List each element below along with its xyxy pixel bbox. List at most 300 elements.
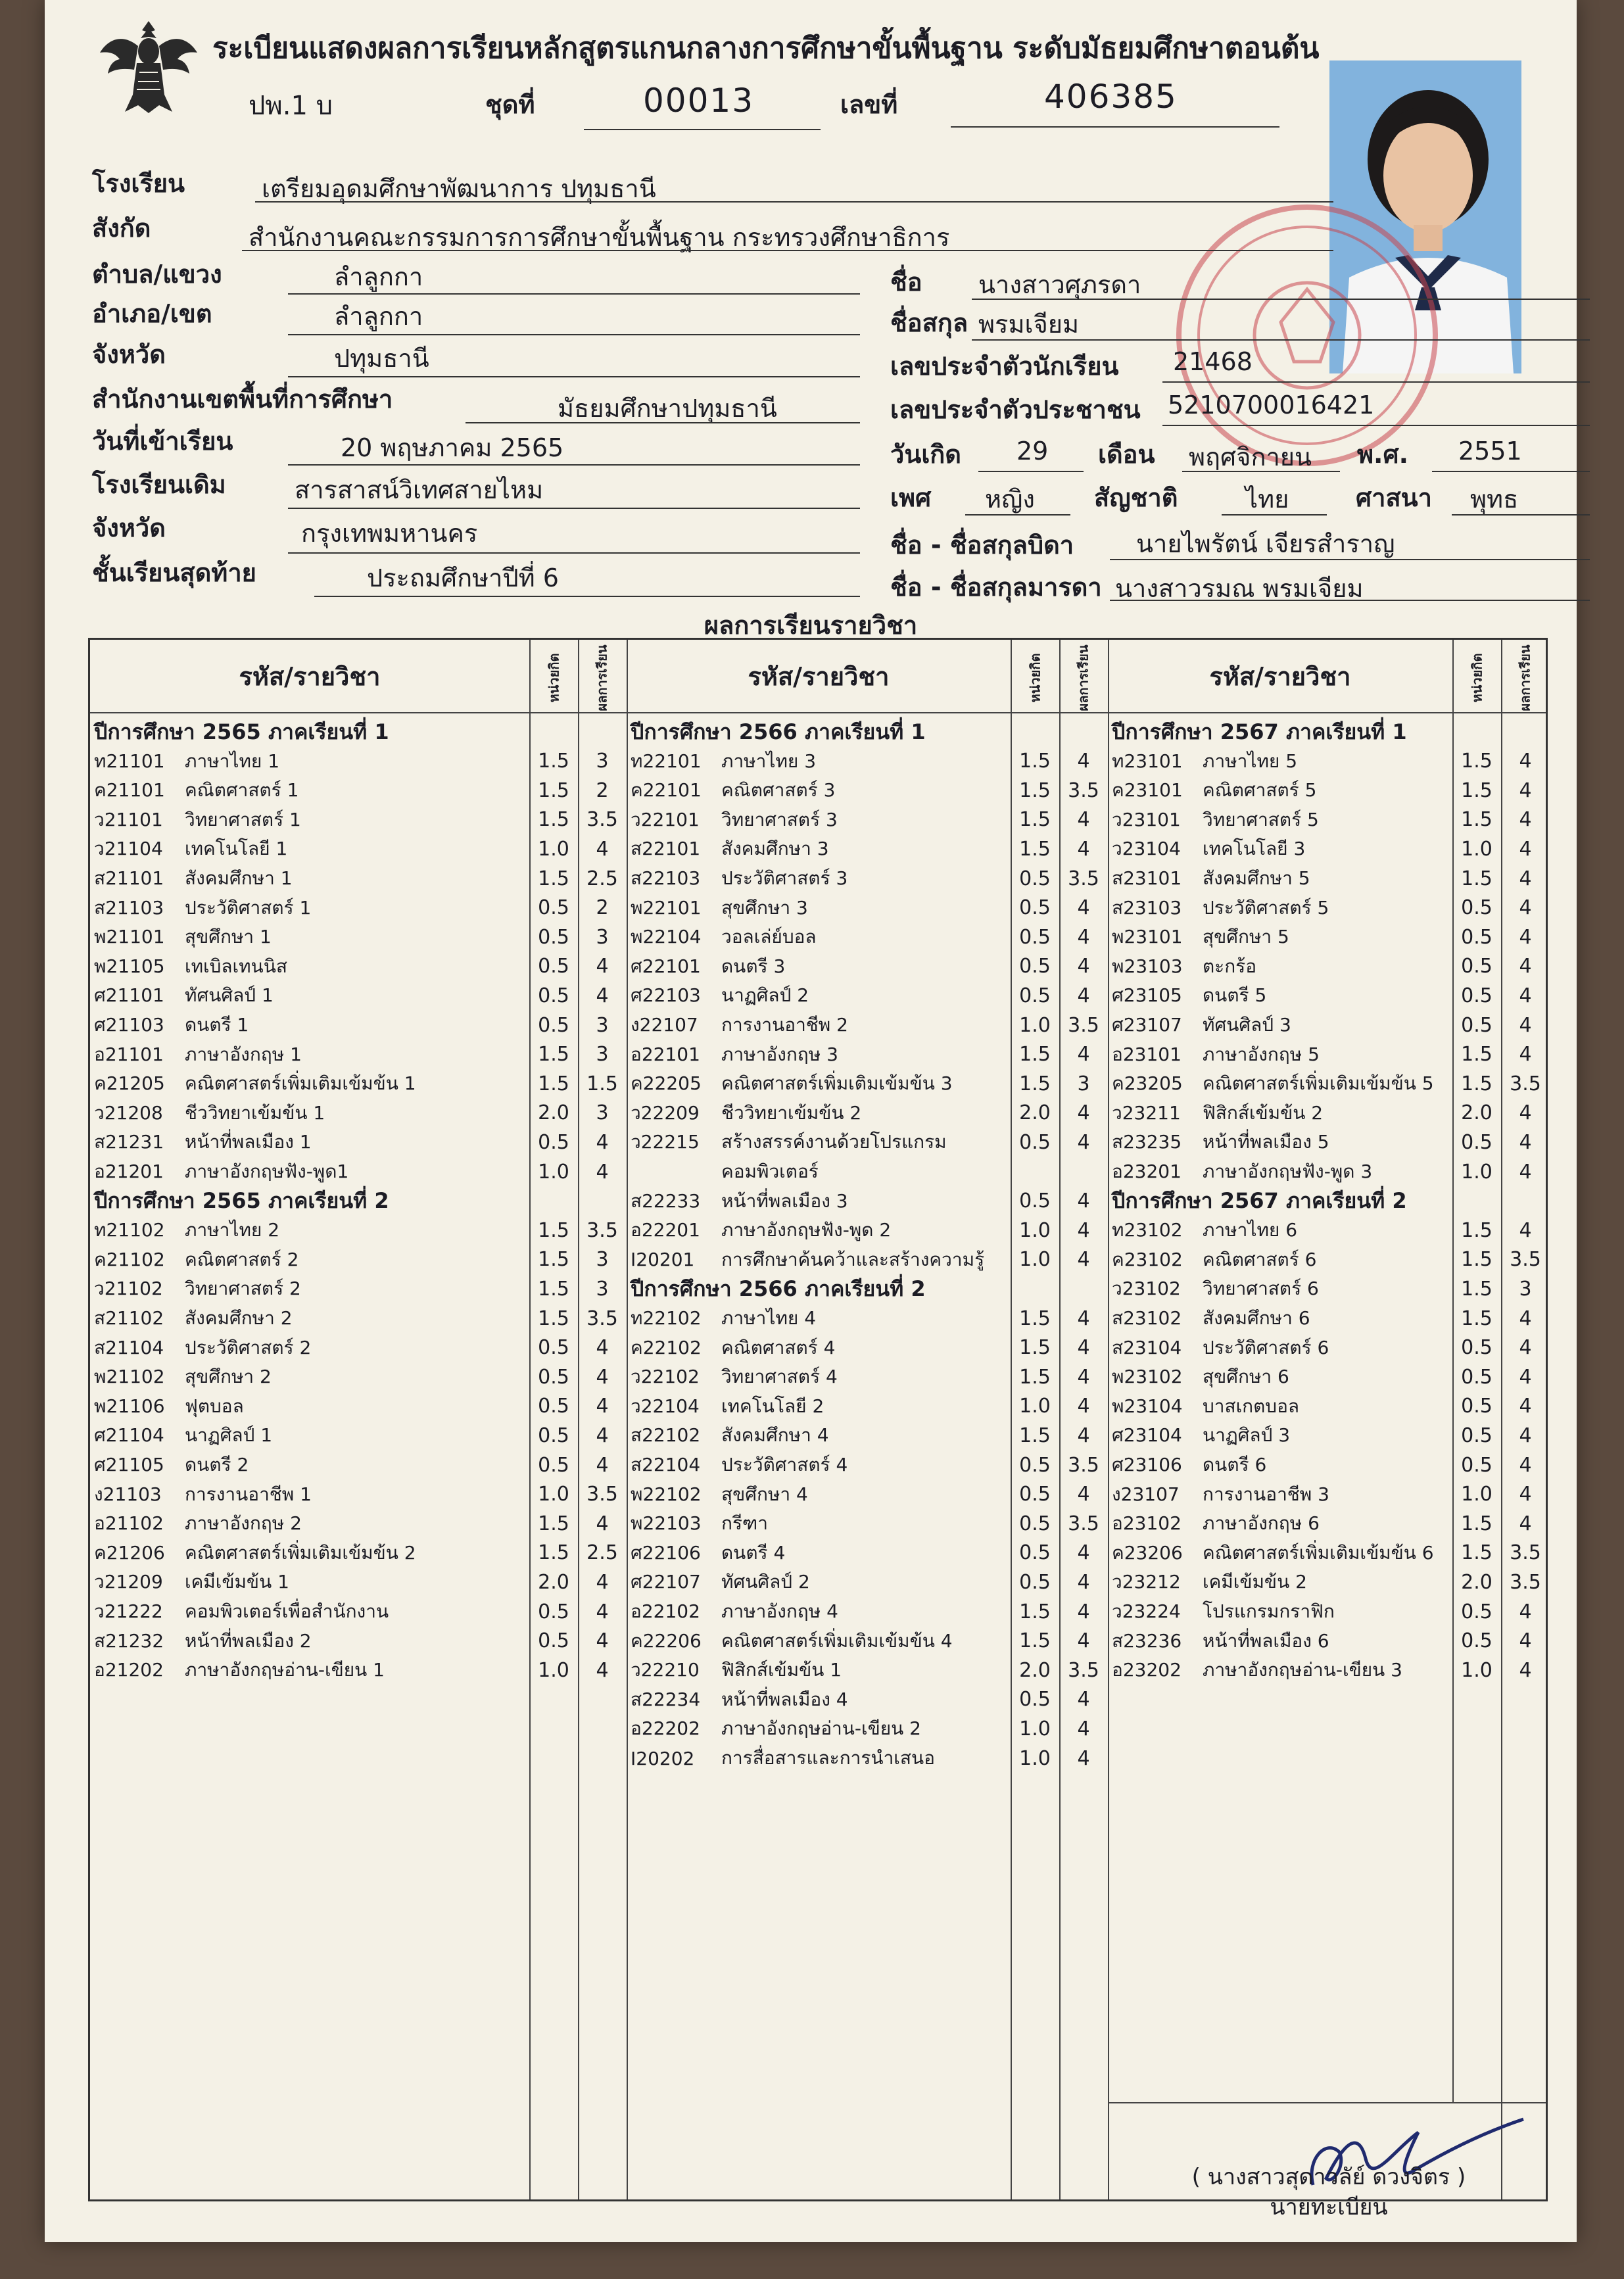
- subject-row: [94, 776, 299, 805]
- subject-name: ประวัติศาสตร์ 1: [185, 896, 312, 919]
- grade-cell: 4: [1077, 1189, 1090, 1213]
- subject-code: อ22202: [631, 1717, 700, 1740]
- mother-name: นางสาวรมณ พรมเจียม: [1115, 574, 1364, 603]
- subject-row: [94, 1597, 389, 1626]
- father-label: ชื่อ - ชื่อสกุลบิดา: [890, 531, 1074, 560]
- subject-row: [94, 1245, 299, 1274]
- term-heading: ปีการศึกษา 2567 ภาคเรียนที่ 2: [1112, 1188, 1407, 1214]
- affiliation-value: สำนักงานคณะกรรมการการศึกษาขั้นพื้นฐาน กระทรวงศึกษาธิการ: [249, 223, 950, 252]
- subject-code: ศ23106: [1112, 1454, 1182, 1475]
- credit-cell: 1.5: [538, 779, 569, 802]
- grade-cell: 2: [596, 896, 609, 920]
- credit-cell: 0.5: [1019, 1541, 1051, 1565]
- subject-name: สุขศึกษา 2: [185, 1366, 272, 1388]
- credit-cell: 1.5: [1019, 1424, 1051, 1447]
- grade-cell: 3: [596, 1248, 609, 1272]
- grade-cell: 3: [596, 750, 609, 773]
- set-number: 00013: [643, 82, 755, 120]
- subject-row: [631, 1333, 835, 1362]
- credit-cell: 0.5: [1019, 984, 1051, 1007]
- subject-row: [94, 1099, 325, 1128]
- subject-code: ว22210: [631, 1659, 700, 1681]
- grade-cell: 2.5: [586, 1541, 618, 1565]
- credit-cell: 1.0: [538, 1658, 569, 1682]
- subject-code: ท22101: [631, 750, 702, 772]
- credit-cell: 1.0: [1019, 1248, 1051, 1272]
- subject-row: [631, 747, 816, 776]
- subject-row: [631, 1128, 947, 1157]
- subject-row: [1112, 1274, 1319, 1303]
- subject-name: ประวัติศาสตร์ 5: [1203, 896, 1329, 919]
- prev-school-label: โรงเรียนเดิม: [92, 470, 226, 499]
- credit-cell: 0.5: [538, 1629, 569, 1653]
- credit-cell: 1.5: [1461, 1248, 1493, 1272]
- term-heading: ปีการศึกษา 2566 ภาคเรียนที่ 1: [631, 719, 926, 744]
- subject-name: คณิตศาสตร์ 5: [1203, 779, 1317, 802]
- mother-label: ชื่อ - ชื่อสกุลมารดา: [890, 573, 1102, 602]
- subject-row: [94, 894, 311, 923]
- grade-cell: 4: [596, 1395, 609, 1418]
- grade-cell: 4: [1077, 925, 1090, 949]
- subject-name: ภาษาอังกฤษ 4: [721, 1600, 838, 1622]
- subject-name: บาสเกตบอล: [1203, 1395, 1300, 1417]
- subdistrict-label: ตำบล/แขวง: [92, 260, 222, 289]
- subject-code: ว23102: [1112, 1278, 1181, 1300]
- subject-code: พ22104: [631, 926, 702, 948]
- credit-cell: 1.0: [1019, 1218, 1051, 1242]
- citizen-id-label: เลขประจำตัวประชาชน: [890, 395, 1141, 424]
- subject-row: [1112, 952, 1256, 981]
- subject-row: [631, 1304, 816, 1333]
- col-grade-header-1: ผลการเรียน: [594, 644, 610, 711]
- credit-cell: 1.5: [1461, 1277, 1493, 1301]
- credit-cell: 0.5: [1461, 1395, 1493, 1418]
- credit-cell: 0.5: [538, 1424, 569, 1447]
- grade-cell: 3: [596, 925, 609, 949]
- subject-name: สังคมศึกษา 2: [185, 1307, 293, 1329]
- subject-name: ภาษาอังกฤษฟัง-พูด1: [185, 1161, 349, 1182]
- col-subject-header-3: รหัส/รายวิชา: [1209, 661, 1351, 691]
- grade-cell: 4: [596, 1570, 609, 1594]
- subject-row: [631, 1421, 829, 1450]
- subject-code: พ22103: [631, 1512, 702, 1535]
- subject-row: [1112, 1597, 1335, 1626]
- grade-cell: 4: [1519, 1424, 1532, 1447]
- subject-name: ภาษาไทย 5: [1203, 750, 1298, 772]
- subject-row: [94, 1627, 312, 1656]
- grade-cell: 4: [1077, 1570, 1090, 1594]
- subject-name: ประวัติศาสตร์ 3: [721, 867, 848, 889]
- subject-name: ดนตรี 2: [185, 1454, 249, 1475]
- credit-cell: 1.5: [1019, 1072, 1051, 1095]
- subject-name: เทคโนโลยี 2: [721, 1395, 824, 1417]
- credit-cell: 0.5: [538, 925, 569, 949]
- document-number: 406385: [1044, 78, 1178, 116]
- grade-cell: 4: [1519, 1600, 1532, 1623]
- subject-name: ดนตรี 6: [1203, 1454, 1267, 1475]
- last-grade-label: ชั้นเรียนสุดท้าย: [92, 558, 256, 587]
- subject-code: ส21102: [94, 1307, 164, 1329]
- credit-cell: 0.5: [1461, 1600, 1493, 1623]
- subject-name: เคมีเข้มข้น 2: [1203, 1571, 1307, 1593]
- subject-name: คณิตศาสตร์เพิ่มเติมเข้มข้น 1: [185, 1072, 416, 1095]
- district-label: อำเภอ/เขต: [92, 299, 212, 328]
- grade-cell: 4: [1519, 750, 1532, 773]
- credit-cell: 1.5: [1461, 867, 1493, 890]
- father-name: นายไพรัตน์ เจียรสำราญ: [1136, 529, 1395, 558]
- grade-cell: 4: [1077, 1541, 1090, 1565]
- subject-name: คอมพิวเตอร์: [721, 1161, 819, 1182]
- subject-row: [94, 805, 301, 834]
- credit-cell: 1.5: [1461, 750, 1493, 773]
- subject-name: คณิตศาสตร์เพิ่มเติมเข้มข้น 3: [721, 1072, 953, 1095]
- credit-cell: 1.0: [1019, 1395, 1051, 1418]
- province-value: ปทุมธานี: [334, 344, 429, 373]
- credit-cell: 1.5: [1461, 1043, 1493, 1067]
- results-title: ผลการเรียนรายวิชา: [704, 611, 918, 640]
- subject-code: ง21103: [94, 1483, 162, 1505]
- number-label: เลขที่: [840, 90, 898, 119]
- grade-cell: 3: [1519, 1277, 1532, 1301]
- subject-row: [631, 1627, 953, 1656]
- credit-cell: 1.5: [538, 1541, 569, 1565]
- subject-code: ส23236: [1112, 1629, 1182, 1652]
- subject-row: [631, 1539, 785, 1568]
- subject-row: [631, 1157, 819, 1186]
- last-grade-value: ประถมศึกษาปีที่ 6: [367, 564, 559, 592]
- subject-row: [631, 1011, 848, 1040]
- subject-name: คอมพิวเตอร์เพื่อสำนักงาน: [185, 1600, 389, 1622]
- entry-date-label: วันที่เข้าเรียน: [92, 427, 233, 456]
- credit-cell: 0.5: [1461, 1365, 1493, 1389]
- grade-cell: 3: [596, 1013, 609, 1037]
- subject-code: ศ22103: [631, 984, 701, 1007]
- grade-cell: 3: [1077, 1072, 1090, 1095]
- subject-name: สังคมศึกษา 6: [1203, 1307, 1310, 1329]
- grade-cell: 4: [1077, 1043, 1090, 1067]
- grade-cell: 4: [1519, 1453, 1532, 1477]
- subject-code: ศ21104: [94, 1424, 164, 1447]
- credit-cell: 1.5: [1019, 750, 1051, 773]
- subject-row: [631, 923, 817, 951]
- birth-month: พฤศจิกายน: [1189, 443, 1312, 471]
- credit-cell: 0.5: [1019, 896, 1051, 920]
- term-heading: ปีการศึกษา 2566 ภาคเรียนที่ 2: [631, 1276, 926, 1301]
- subject-code: อ21201: [94, 1161, 164, 1182]
- credit-cell: 1.5: [1019, 808, 1051, 832]
- grade-cell: 4: [596, 984, 609, 1007]
- subject-row: [94, 1274, 301, 1303]
- subject-name: ดนตรี 4: [721, 1541, 786, 1564]
- col-grade-header-2: ผลการเรียน: [1076, 644, 1091, 711]
- grade-cell: 4: [1077, 1130, 1090, 1154]
- subject-code: ค21206: [94, 1541, 165, 1564]
- religion-label: ศาสนา: [1356, 483, 1432, 512]
- subject-row: [631, 1451, 848, 1479]
- credit-cell: 1.5: [1019, 1629, 1051, 1653]
- credit-cell: 1.5: [538, 1248, 569, 1272]
- subject-row: [631, 1069, 953, 1098]
- subject-code: อ21101: [94, 1043, 164, 1065]
- subject-row: [1112, 1362, 1289, 1391]
- subject-row: [94, 1011, 249, 1040]
- subject-row: [1112, 1245, 1316, 1274]
- grade-cell: 3.5: [586, 1218, 618, 1242]
- subject-row: [94, 1656, 385, 1685]
- sex-value: หญิง: [985, 485, 1035, 514]
- subject-name: สังคมศึกษา 4: [721, 1424, 829, 1447]
- birth-year: 2551: [1458, 437, 1522, 466]
- credit-cell: 0.5: [538, 1600, 569, 1623]
- subject-row: [1112, 981, 1266, 1010]
- grade-cell: 4: [1519, 955, 1532, 978]
- subject-code: พ22102: [631, 1483, 702, 1505]
- subject-name: สุขศึกษา 4: [721, 1483, 808, 1505]
- subject-row: [631, 1744, 935, 1773]
- subject-code: ศ21105: [94, 1454, 164, 1475]
- subject-code: ส22233: [631, 1189, 701, 1212]
- subject-code: อ22101: [631, 1043, 700, 1065]
- subject-row: [94, 1421, 272, 1450]
- subject-code: ศ23104: [1112, 1424, 1182, 1447]
- subject-row: [1112, 1040, 1320, 1069]
- subject-code: ง23107: [1112, 1483, 1180, 1505]
- subject-name: กรีฑา: [721, 1512, 768, 1535]
- credit-cell: 1.5: [1019, 1336, 1051, 1360]
- credit-cell: 2.0: [1461, 1570, 1493, 1594]
- credit-cell: 1.0: [1461, 837, 1493, 861]
- grade-cell: 2.5: [586, 867, 618, 890]
- credit-cell: 0.5: [538, 984, 569, 1007]
- subject-code: ส22101: [631, 838, 701, 860]
- subject-name: ภาษาอังกฤษ 2: [185, 1512, 302, 1535]
- subject-row: [631, 1099, 861, 1128]
- subject-name: ฟิสิกส์เข้มข้น 1: [721, 1659, 842, 1681]
- subject-code: ว21102: [94, 1278, 163, 1300]
- credit-cell: 0.5: [1461, 1130, 1493, 1154]
- subject-row: [631, 805, 838, 834]
- subject-row: [1112, 1069, 1434, 1098]
- credit-cell: 1.5: [1019, 1043, 1051, 1067]
- credit-cell: 0.5: [1019, 955, 1051, 978]
- credit-cell: 0.5: [1461, 1336, 1493, 1360]
- subject-code: ส21104: [94, 1336, 164, 1358]
- subject-row: [631, 952, 785, 981]
- credit-cell: 1.5: [538, 1512, 569, 1535]
- grade-cell: 4: [1077, 1307, 1090, 1330]
- credit-cell: 0.5: [538, 1013, 569, 1037]
- subject-row: [631, 1509, 768, 1538]
- subject-name: นาฏศิลป์ 3: [1203, 1424, 1291, 1447]
- grade-cell: 4: [596, 1160, 609, 1184]
- credit-cell: 1.5: [1461, 1072, 1493, 1095]
- grade-cell: 4: [596, 1629, 609, 1653]
- subject-code: ส23235: [1112, 1131, 1182, 1153]
- subject-code: ว22102: [631, 1366, 700, 1388]
- subject-code: ว22104: [631, 1395, 700, 1417]
- credit-cell: 0.5: [1019, 1512, 1051, 1535]
- credit-cell: 1.5: [1019, 1307, 1051, 1330]
- transcript-document: [45, 0, 1577, 2242]
- grade-cell: 4: [1077, 1746, 1090, 1770]
- subject-row: [94, 747, 279, 776]
- subject-code: ค22101: [631, 779, 702, 802]
- grade-cell: 4: [1077, 896, 1090, 920]
- grade-cell: 3.5: [1510, 1072, 1541, 1095]
- subject-code: ท21102: [94, 1219, 165, 1241]
- subject-code: พ21102: [94, 1366, 165, 1388]
- subject-code: ส21231: [94, 1131, 164, 1153]
- credit-cell: 1.0: [1461, 1160, 1493, 1184]
- subject-row: [94, 1509, 302, 1538]
- subject-name: วิทยาศาสตร์ 3: [721, 808, 838, 830]
- subject-code: ว22101: [631, 808, 700, 830]
- credit-cell: 1.5: [1019, 837, 1051, 861]
- subject-code: ศ23105: [1112, 984, 1182, 1007]
- grade-cell: 3: [596, 1101, 609, 1125]
- grade-cell: 4: [1519, 1629, 1532, 1653]
- subject-name: สังคมศึกษา 5: [1203, 867, 1310, 889]
- subject-name: วิทยาศาสตร์ 5: [1203, 808, 1319, 830]
- edu-area-value: มัธยมศึกษาปทุมธานี: [558, 394, 777, 423]
- subject-name: ดนตรี 5: [1203, 984, 1267, 1007]
- credit-cell: 1.0: [538, 1160, 569, 1184]
- subject-row: [94, 1157, 348, 1186]
- credit-cell: [1011, 1157, 1059, 1186]
- col-grade-header-3: ผลการเรียน: [1517, 644, 1533, 711]
- subject-code: ค21102: [94, 1248, 165, 1270]
- garuda-emblem-icon: [96, 13, 201, 118]
- subject-code: อ21202: [94, 1659, 164, 1681]
- grade-cell: 4: [596, 1512, 609, 1535]
- subject-name: สุขศึกษา 6: [1203, 1366, 1289, 1388]
- subject-code: ค23101: [1112, 779, 1183, 802]
- student-name: นางสาวศุภรดา: [978, 270, 1141, 299]
- credit-cell: 0.5: [538, 1365, 569, 1389]
- subject-row: [631, 1392, 824, 1421]
- credit-cell: 2.0: [1019, 1101, 1051, 1125]
- subject-code: ค23206: [1112, 1541, 1183, 1564]
- subject-code: ค22102: [631, 1336, 702, 1358]
- subject-row: [94, 952, 287, 981]
- subject-name: สร้างสรรค์งานด้วยโปรแกรม: [721, 1131, 947, 1153]
- student-id: 21468: [1173, 347, 1253, 376]
- subject-name: ฟุตบอล: [185, 1395, 244, 1417]
- grade-cell: 4: [1519, 984, 1532, 1007]
- grade-cell: 4: [596, 1336, 609, 1360]
- subject-name: ภาษาอังกฤษ 6: [1203, 1512, 1320, 1535]
- subject-code: ส23101: [1112, 867, 1182, 889]
- subject-row: [94, 1040, 302, 1069]
- grade-cell: 4: [1077, 1483, 1090, 1506]
- school-value: เตรียมอุดมศึกษาพัฒนาการ ปทุมธานี: [262, 174, 656, 203]
- subject-name: การงานอาชีพ 3: [1203, 1483, 1329, 1505]
- entry-date-value: 20 พฤษภาคม 2565: [341, 433, 564, 462]
- subject-code: อ23201: [1112, 1161, 1182, 1182]
- subject-name: หน้าที่พลเมือง 5: [1203, 1131, 1329, 1153]
- subject-code: ค21205: [94, 1072, 165, 1095]
- subject-code: ว22215: [631, 1131, 700, 1153]
- credit-cell: 1.5: [1461, 1218, 1493, 1242]
- grade-cell: 4: [596, 1424, 609, 1447]
- subject-row: [1112, 1539, 1434, 1568]
- registrar-name: ( นางสาวสุดาวลัย์ ดวงจิตร ): [1191, 2164, 1466, 2190]
- credit-cell: 2.0: [538, 1101, 569, 1125]
- subject-row: [1112, 864, 1310, 893]
- credit-cell: 0.5: [1019, 867, 1051, 890]
- credit-cell: 0.5: [1019, 1483, 1051, 1506]
- subject-code: ว23211: [1112, 1101, 1181, 1124]
- subject-name: เคมีเข้มข้น 1: [185, 1571, 289, 1593]
- subject-row: [1112, 894, 1329, 923]
- subject-row: [1112, 1421, 1290, 1450]
- school-label: โรงเรียน: [92, 169, 185, 198]
- affiliation-label: สังกัด: [92, 214, 151, 243]
- subject-name: ฟิสิกส์เข้มข้น 2: [1203, 1101, 1324, 1124]
- subject-code: ส21103: [94, 896, 164, 919]
- grade-cell: 4: [1519, 1013, 1532, 1037]
- subject-code: ส22104: [631, 1454, 701, 1475]
- grade-cell: 3.5: [586, 1307, 618, 1330]
- subject-code: ค23102: [1112, 1248, 1183, 1270]
- subject-code: ท21101: [94, 750, 165, 772]
- credit-cell: 0.5: [1019, 1189, 1051, 1213]
- credit-cell: 1.0: [1461, 1483, 1493, 1506]
- subject-row: [631, 1040, 838, 1069]
- subject-code: ค23205: [1112, 1072, 1183, 1095]
- subject-name: คณิตศาสตร์เพิ่มเติมเข้มข้น 6: [1203, 1541, 1434, 1564]
- subject-code: ว23224: [1112, 1600, 1181, 1622]
- subject-code: อ23101: [1112, 1043, 1182, 1065]
- month-label: เดือน: [1098, 440, 1155, 469]
- col-credit-header-3: หน่วยกิต: [1469, 653, 1485, 703]
- grade-cell: 4: [1077, 1600, 1090, 1623]
- subject-row: [1112, 1480, 1329, 1509]
- subject-name: นาฏศิลป์ 2: [721, 984, 809, 1007]
- subject-row: [1112, 1099, 1323, 1128]
- credit-cell: 1.5: [538, 1277, 569, 1301]
- grade-cell: 3.5: [586, 1483, 618, 1506]
- grade-cell: 4: [1519, 867, 1532, 890]
- grade-cell: 4: [1519, 925, 1532, 949]
- subject-row: [631, 1187, 848, 1216]
- grade-cell: 3.5: [1068, 1658, 1099, 1682]
- subject-row: [94, 981, 274, 1010]
- subject-code: ว23104: [1112, 838, 1181, 860]
- subject-name: ภาษาอังกฤษฟัง-พูด 2: [721, 1219, 892, 1241]
- subject-name: ภาษาอังกฤษ 1: [185, 1043, 302, 1065]
- subject-code: ส22102: [631, 1424, 701, 1447]
- credit-cell: 1.0: [538, 837, 569, 861]
- grade-cell: 4: [1519, 1336, 1532, 1360]
- grade-cell: 4: [1077, 1629, 1090, 1653]
- subject-name: เทคโนโลยี 3: [1203, 838, 1306, 860]
- student-surname: พรมเจียม: [978, 310, 1080, 339]
- subject-row: [94, 834, 287, 863]
- subject-name: ภาษาอังกฤษอ่าน-เขียน 1: [185, 1659, 385, 1681]
- credit-cell: 1.5: [538, 1218, 569, 1242]
- subject-name: ประวัติศาสตร์ 4: [721, 1454, 848, 1475]
- grade-cell: 4: [1519, 1043, 1532, 1067]
- subject-code: ท23101: [1112, 750, 1183, 772]
- credit-cell: 0.5: [538, 896, 569, 920]
- grade-cell: 4: [596, 1658, 609, 1682]
- subject-code: I20201: [631, 1249, 695, 1271]
- subject-name: นาฏศิลป์ 1: [185, 1424, 273, 1447]
- grade-cell: 3.5: [1510, 1541, 1541, 1565]
- student-id-label: เลขประจำตัวนักเรียน: [890, 352, 1119, 381]
- subject-row: [94, 1451, 249, 1479]
